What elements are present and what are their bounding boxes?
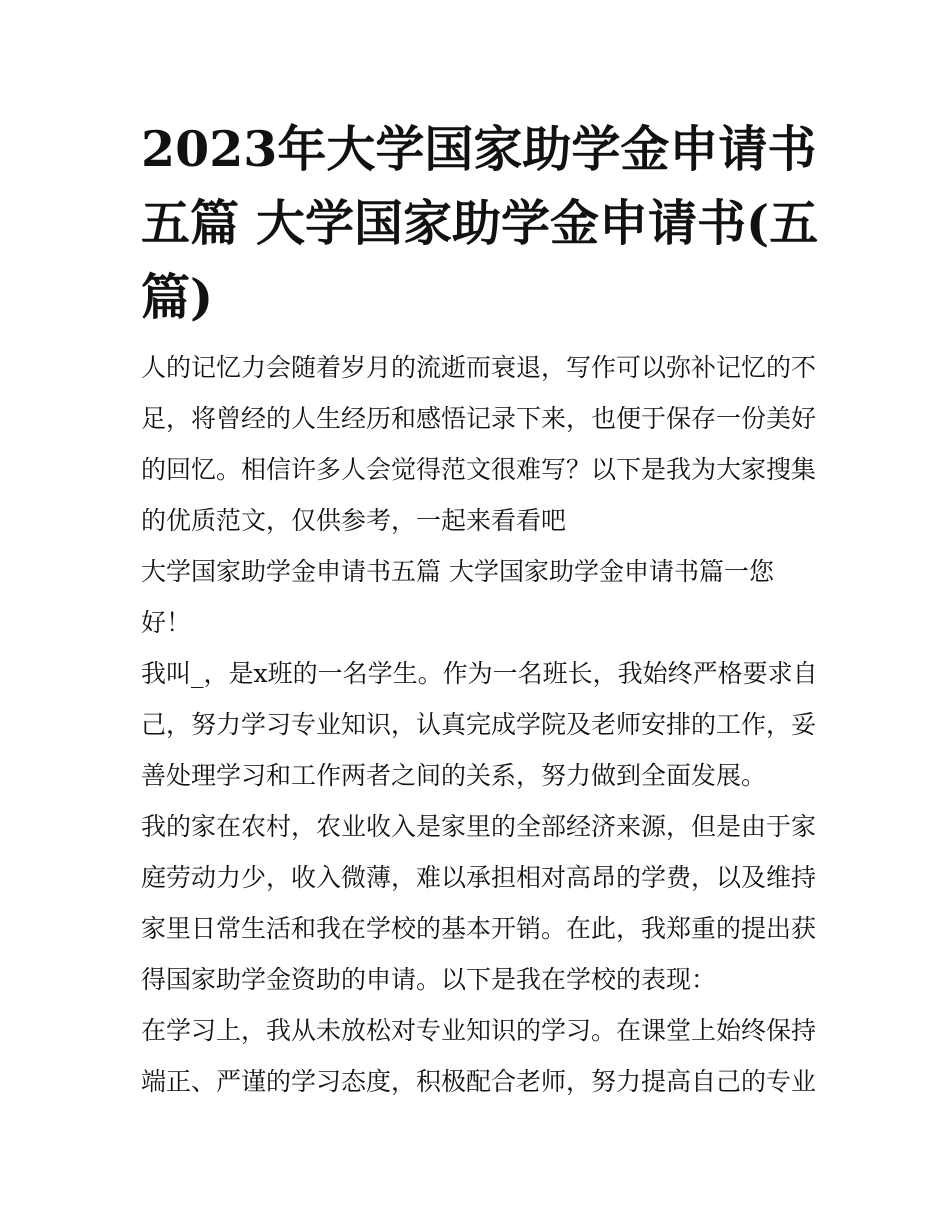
paragraph-family-situation: 我的家在农村，农业收入是家里的全部经济来源，但是由于家庭劳动力少，收入微薄，难以承担相对高昂的学费，以及维持家里日常生活和我在学校的基本开销。在此，我郑重的提出获得国家助学金资助的申请。以下是我在学校的表现：	[141, 812, 817, 994]
document-title: 2023年大学国家助学金申请书五篇 大学国家助学金申请书(五篇)	[141, 120, 819, 326]
paragraph-heading-greeting: 大学国家助学金申请书五篇 大学国家助学金申请书篇一您好！	[141, 557, 774, 637]
paragraph-intro: 人的记忆力会随着岁月的流逝而衰退，写作可以弥补记忆的不足，将曾经的人生经历和感悟记录下来，也便于保存一份美好的回忆。相信许多人会觉得范文很难写？以下是我为大家搜集的优质范文，仅供参考，一起来看看吧	[141, 353, 817, 535]
paragraph-study: 在学习上，我从未放松对专业知识的学习。在课堂上始终保持端正、严谨的学习态度，积极配合老师，努力提高自己的专业	[141, 1016, 817, 1096]
paragraph-self-introduction: 我叫_，是x班的一名学生。作为一名班长，我始终严格要求自己，努力学习专业知识，认真完成学院及老师安排的工作，妥善处理学习和工作两者之间的关系，努力做到全面发展。	[141, 659, 818, 790]
document-content	[141, 112, 821, 1107]
